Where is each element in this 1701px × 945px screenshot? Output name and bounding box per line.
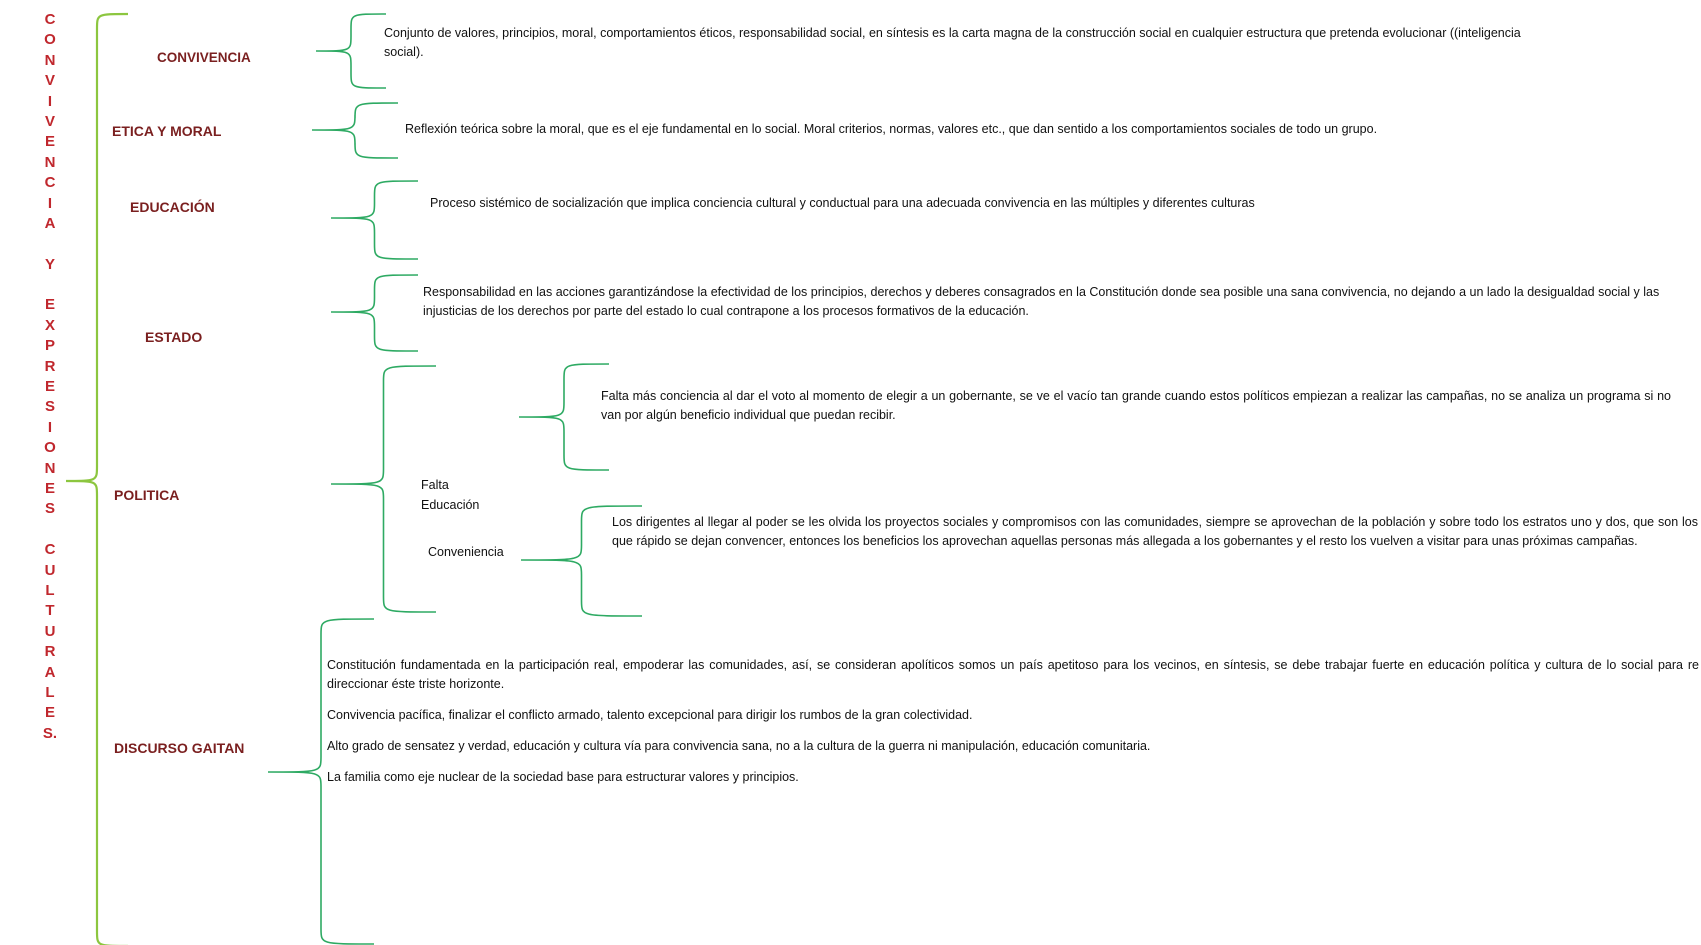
desc-etica-moral: Reflexión teórica sobre la moral, que es el eje fundamental en lo social. Moral criterios, normas, valores etc., que dan sentido a los comportamientos sociales de todo un grupo. [405, 122, 1378, 136]
title-letter: V [44, 72, 55, 90]
title-letter: R [44, 357, 56, 375]
title-letter: Y [44, 255, 55, 273]
title-letter: S [44, 500, 55, 518]
category-politica: POLITICA [114, 487, 180, 503]
category-estado: ESTADO [145, 329, 203, 345]
gaitan-point-2: Convivencia pacífica, finalizar el conflicto armado, talento excepcional para dirigir los rumbos de la gran colectividad. [327, 708, 973, 722]
title-letter: C [44, 11, 56, 28]
title-letter: C [44, 541, 56, 559]
politica-sub-educacion: Educación [421, 498, 480, 512]
title-letter: C [44, 174, 56, 192]
category-etica-moral: ETICA Y MORAL [112, 123, 222, 139]
category-discurso-gaitan: DISCURSO GAITAN [114, 740, 245, 756]
title-letter: U [44, 622, 56, 640]
brace-etica [312, 103, 398, 158]
title-letter: S [44, 398, 55, 416]
title-letter: N [44, 459, 56, 477]
politica-sub-falta: Falta [421, 478, 449, 492]
title-letter: S. [42, 724, 58, 742]
title-letter: I [47, 92, 53, 110]
title-letter: A [44, 663, 56, 681]
title-letter [40, 520, 60, 540]
brace-convivencia [316, 14, 386, 88]
title-letter [40, 234, 60, 254]
title-letter: X [44, 316, 55, 334]
title-letter: A [44, 214, 56, 232]
category-convivencia: CONVIVENCIA [157, 50, 251, 65]
desc-estado: Responsabilidad en las acciones garantizándose la efectividad de los principios, derechos y deberes consagrados en la Constitución donde sea posible una sana convivencia, no dejando a un lado la desigualdad social y las injusticias de los derechos por parte del estado lo cual contrapone a los procesos formativos de la educación. [423, 285, 1660, 318]
title-letter: N [44, 51, 56, 69]
title-letter: R [44, 643, 56, 661]
title-letter: L [45, 683, 55, 701]
desc-politica-conveniencia: Los dirigentes al llegar al poder se les olvida los proyectos sociales y compromisos con las comunidades, siempre se aprovechan de la población y sobre todo los estratos uno y dos, que son los que rápido se dejan convencer, entonces los beneficios los aprovechan aquellas personas más allegada a los gobernantes y el resto los vuelven a visitar para unas próximas campañas. [612, 515, 1698, 548]
brace-politica-falta [519, 364, 609, 470]
main-brace [66, 14, 128, 945]
desc-convivencia: Conjunto de valores, principios, moral, comportamientos éticos, responsabilidad social, en síntesis es la carta magna de la construcción social en cualquier estructura que pretenda evolucionar ((inteligencia social). [384, 26, 1521, 59]
category-educacion: EDUCACIÓN [130, 199, 215, 215]
title-letter: L [45, 581, 55, 599]
title-letter: U [44, 561, 56, 579]
desc-discurso-gaitan [327, 656, 1699, 799]
gaitan-point-4: La familia como eje nuclear de la sociedad base para estructurar valores y principios. [327, 770, 799, 784]
title-letter: E [44, 704, 55, 722]
brace-educacion [331, 181, 418, 259]
title-letter: T [45, 602, 55, 620]
title-letter: I [47, 418, 53, 436]
vertical-title [40, 10, 60, 744]
title-letter: P [44, 337, 55, 355]
title-letter [40, 275, 60, 295]
title-letter: V [44, 112, 55, 130]
politica-sub-conveniencia: Conveniencia [428, 545, 504, 559]
gaitan-point-3: Alto grado de sensatez y verdad, educación y cultura vía para convivencia sana, no a la cultura de la guerra ni manipulación, educación comunitaria. [327, 739, 1151, 753]
title-letter: E [44, 296, 55, 314]
title-letter: E [44, 479, 55, 497]
title-letter: N [44, 153, 56, 171]
brace-estado [331, 275, 418, 351]
title-letter: E [44, 378, 55, 396]
title-letter: I [47, 194, 53, 212]
title-letter: O [44, 439, 56, 457]
desc-politica-falta: Falta más conciencia al dar el voto al momento de elegir a un gobernante, se ve el vacío tan grande cuando estos políticos empiezan a realizar las campañas, no se analiza un programa si no van por algún beneficio individual que puedan recibir. [601, 389, 1671, 422]
title-letter: E [44, 133, 55, 151]
title-letter: O [44, 31, 56, 49]
desc-educacion: Proceso sistémico de socialización que implica conciencia cultural y conductual para una adecuada convivencia en las múltiples y diferentes culturas [430, 196, 1255, 210]
gaitan-point-1: Constitución fundamentada en la participación real, empoderar las comunidades, así, se consideran apolíticos somos un país apetitoso para los vecinos, en síntesis, se debe trabajar fuerte en educación política y cultura de lo social para re direccionar éste triste horizonte. [327, 658, 1699, 691]
